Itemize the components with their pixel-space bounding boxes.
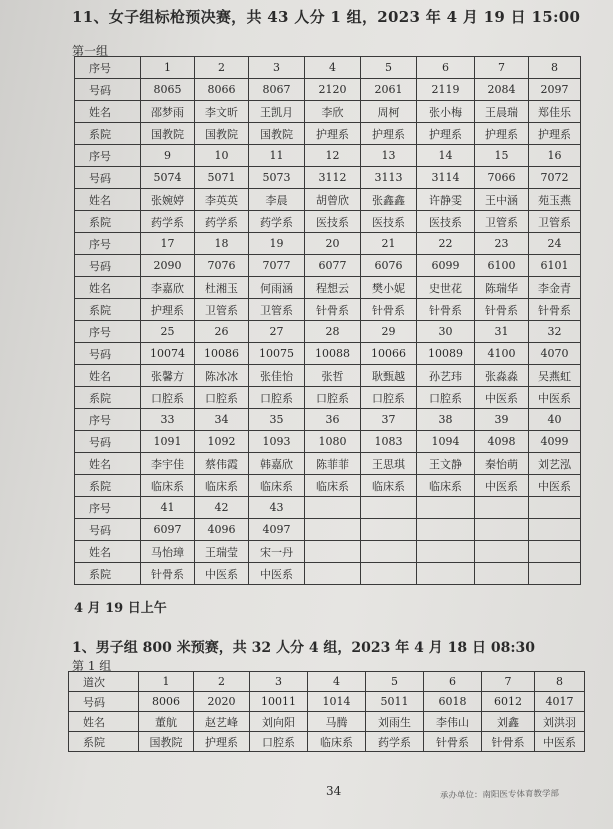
table-cell: 王思琪 — [361, 453, 417, 475]
table-cell: 口腔系 — [141, 387, 195, 409]
table-cell: 刘艺泓 — [529, 453, 581, 475]
table-cell: 中医系 — [195, 563, 249, 585]
table-cell: 16 — [529, 145, 581, 167]
table-row — [69, 692, 585, 712]
table-cell: 4 — [308, 672, 366, 692]
table-cell: 程想云 — [305, 277, 361, 299]
table-cell: 药学系 — [195, 211, 249, 233]
row-header-cell: 系院 — [75, 299, 141, 321]
table-cell: 史世花 — [417, 277, 475, 299]
table-row — [75, 343, 581, 365]
table-cell: 临床系 — [417, 475, 475, 497]
table-cell: 6097 — [141, 519, 195, 541]
table-cell — [529, 519, 581, 541]
table-cell: 药学系 — [141, 211, 195, 233]
table-cell: 8006 — [139, 692, 194, 712]
row-header-cell: 系院 — [69, 732, 139, 752]
table-cell: 张哲 — [305, 365, 361, 387]
table-cell: 3114 — [417, 167, 475, 189]
table-cell: 周柯 — [361, 101, 417, 123]
table-cell: 9 — [141, 145, 195, 167]
table-cell: 10086 — [195, 343, 249, 365]
table-cell: 39 — [475, 409, 529, 431]
table-cell: 8 — [535, 672, 585, 692]
table-cell: 6012 — [482, 692, 535, 712]
row-header-cell: 序号 — [75, 409, 141, 431]
table-cell: 董航 — [139, 712, 194, 732]
table-row — [75, 255, 581, 277]
table-cell: 中医系 — [529, 387, 581, 409]
table-cell: 卫管系 — [475, 211, 529, 233]
table-row — [75, 189, 581, 211]
row-header-cell: 系院 — [75, 211, 141, 233]
table-cell: 马腾 — [308, 712, 366, 732]
table-cell: 临床系 — [141, 475, 195, 497]
table-cell: 30 — [417, 321, 475, 343]
table-cell: 张馨方 — [141, 365, 195, 387]
table-row — [75, 409, 581, 431]
table-cell: 2 — [194, 672, 250, 692]
table-cell: 针骨系 — [424, 732, 482, 752]
table-cell: 7072 — [529, 167, 581, 189]
table-cell: 5011 — [366, 692, 424, 712]
table-cell: 临床系 — [305, 475, 361, 497]
table-cell: 33 — [141, 409, 195, 431]
table-cell: 3 — [249, 57, 305, 79]
row-header-cell: 号码 — [75, 431, 141, 453]
table-cell: 针骨系 — [141, 563, 195, 585]
table-cell — [305, 563, 361, 585]
table-cell: 29 — [361, 321, 417, 343]
table-cell: 张小梅 — [417, 101, 475, 123]
table-cell — [361, 497, 417, 519]
table-cell: 2020 — [194, 692, 250, 712]
table-row — [75, 79, 581, 101]
table-cell: 6100 — [475, 255, 529, 277]
table-cell: 卫管系 — [195, 299, 249, 321]
table-cell: 王文静 — [417, 453, 475, 475]
table-cell: 3112 — [305, 167, 361, 189]
row-header-cell: 号码 — [75, 167, 141, 189]
table-row — [75, 497, 581, 519]
table-row — [75, 233, 581, 255]
row-header-cell: 序号 — [75, 497, 141, 519]
table-cell: 4 — [305, 57, 361, 79]
table-cell: 李伟山 — [424, 712, 482, 732]
table-cell: 中医系 — [475, 475, 529, 497]
table-cell: 中医系 — [529, 475, 581, 497]
table-cell: 马怡璋 — [141, 541, 195, 563]
row-header-cell: 姓名 — [75, 453, 141, 475]
table-cell: 36 — [305, 409, 361, 431]
table-cell: 孙艺玮 — [417, 365, 475, 387]
row-header-cell: 号码 — [75, 343, 141, 365]
table-row — [75, 519, 581, 541]
table-cell: 28 — [305, 321, 361, 343]
table-cell: 19 — [249, 233, 305, 255]
table-cell: 李英英 — [195, 189, 249, 211]
table-row — [69, 712, 585, 732]
table-cell: 吴燕虹 — [529, 365, 581, 387]
table-cell — [417, 563, 475, 585]
table-cell: 药学系 — [249, 211, 305, 233]
table-cell — [417, 497, 475, 519]
table-cell: 10066 — [361, 343, 417, 365]
table-row — [69, 672, 585, 692]
table-cell: 临床系 — [195, 475, 249, 497]
table-cell: 护理系 — [361, 123, 417, 145]
table-cell — [475, 497, 529, 519]
table-cell: 王中涵 — [475, 189, 529, 211]
table-cell: 杜湘玉 — [195, 277, 249, 299]
row-header-cell: 姓名 — [75, 101, 141, 123]
event2-group-label: 第 1 组 — [72, 659, 112, 673]
table-cell: 2 — [195, 57, 249, 79]
row-header-cell: 序号 — [75, 321, 141, 343]
table-cell: 1091 — [141, 431, 195, 453]
table-cell: 24 — [529, 233, 581, 255]
row-header-cell: 序号 — [75, 233, 141, 255]
table-cell: 胡曾欣 — [305, 189, 361, 211]
table-cell: 赵艺峰 — [194, 712, 250, 732]
table-row — [75, 541, 581, 563]
table-row — [75, 475, 581, 497]
table-cell — [361, 541, 417, 563]
table-cell — [475, 519, 529, 541]
table-cell: 6076 — [361, 255, 417, 277]
table-cell: 5071 — [195, 167, 249, 189]
table-cell: 张淼淼 — [475, 365, 529, 387]
table-cell: 耿甄越 — [361, 365, 417, 387]
table-cell: 10088 — [305, 343, 361, 365]
table-cell: 卫管系 — [529, 211, 581, 233]
table-cell: 口腔系 — [417, 387, 475, 409]
table-cell: 25 — [141, 321, 195, 343]
table-cell: 1080 — [305, 431, 361, 453]
table-cell: 4017 — [535, 692, 585, 712]
table-cell: 李欣 — [305, 101, 361, 123]
row-header-cell: 序号 — [75, 145, 141, 167]
table-cell: 7077 — [249, 255, 305, 277]
table-row — [75, 101, 581, 123]
row-header-cell: 系院 — [75, 387, 141, 409]
row-header-cell: 姓名 — [75, 189, 141, 211]
table-cell: 8066 — [195, 79, 249, 101]
table-cell: 国教院 — [195, 123, 249, 145]
table-cell: 7066 — [475, 167, 529, 189]
table-cell: 1083 — [361, 431, 417, 453]
table-cell: 15 — [475, 145, 529, 167]
table-cell: 8065 — [141, 79, 195, 101]
table-cell: 32 — [529, 321, 581, 343]
table-cell — [361, 563, 417, 585]
table-cell: 国教院 — [141, 123, 195, 145]
table-cell: 17 — [141, 233, 195, 255]
table-cell: 中医系 — [475, 387, 529, 409]
table-cell: 10011 — [250, 692, 308, 712]
table-cell: 国教院 — [249, 123, 305, 145]
table-cell: 口腔系 — [195, 387, 249, 409]
table-cell: 药学系 — [366, 732, 424, 752]
table-cell: 26 — [195, 321, 249, 343]
table-cell: 6 — [417, 57, 475, 79]
table-cell: 刘鑫 — [482, 712, 535, 732]
table-cell: 12 — [305, 145, 361, 167]
table-cell: 王凯月 — [249, 101, 305, 123]
table-cell: 1093 — [249, 431, 305, 453]
table-cell — [361, 519, 417, 541]
table-cell: 医技系 — [417, 211, 475, 233]
table-cell: 蔡伟霞 — [195, 453, 249, 475]
table-cell: 张婉婷 — [141, 189, 195, 211]
table-row — [75, 321, 581, 343]
row-header-cell: 序号 — [75, 57, 141, 79]
table-cell: 苑玉燕 — [529, 189, 581, 211]
event2-title: 1、男子组 800 米预赛，共 32 人分 4 组，2023 年 4 月 18 日 08:30 — [72, 640, 535, 656]
table-cell: 31 — [475, 321, 529, 343]
table-cell: 许静雯 — [417, 189, 475, 211]
table-cell: 6099 — [417, 255, 475, 277]
table-cell: 8 — [529, 57, 581, 79]
table-cell: 4097 — [249, 519, 305, 541]
table-cell: 临床系 — [308, 732, 366, 752]
table-row — [75, 453, 581, 475]
table-cell — [305, 497, 361, 519]
table-cell: 刘洪羽 — [535, 712, 585, 732]
table-row — [75, 145, 581, 167]
table-cell: 10 — [195, 145, 249, 167]
table-row — [75, 563, 581, 585]
table-cell: 2090 — [141, 255, 195, 277]
table-cell: 陈瑞华 — [475, 277, 529, 299]
table-cell: 4070 — [529, 343, 581, 365]
table-cell: 刘向阳 — [250, 712, 308, 732]
table-cell: 李文昕 — [195, 101, 249, 123]
table-cell: 中医系 — [249, 563, 305, 585]
row-header-cell: 号码 — [75, 79, 141, 101]
table-cell: 针骨系 — [475, 299, 529, 321]
table-cell: 针骨系 — [361, 299, 417, 321]
table-cell — [305, 519, 361, 541]
table-cell: 6 — [424, 672, 482, 692]
table-cell: 1094 — [417, 431, 475, 453]
table-cell: 34 — [195, 409, 249, 431]
table-cell: 4100 — [475, 343, 529, 365]
table-cell: 43 — [249, 497, 305, 519]
table-cell: 樊小妮 — [361, 277, 417, 299]
table-cell: 3113 — [361, 167, 417, 189]
table-cell: 临床系 — [361, 475, 417, 497]
table-cell: 7 — [475, 57, 529, 79]
table-cell — [529, 541, 581, 563]
table-row — [75, 299, 581, 321]
table-cell: 护理系 — [141, 299, 195, 321]
table-row — [75, 431, 581, 453]
row-header-cell: 姓名 — [69, 712, 139, 732]
table-cell: 王瑞莹 — [195, 541, 249, 563]
javelin-start-list-table — [74, 56, 581, 585]
table-cell: 1 — [139, 672, 194, 692]
table-cell: 6077 — [305, 255, 361, 277]
row-header-cell: 道次 — [69, 672, 139, 692]
table-cell: 秦怡萌 — [475, 453, 529, 475]
table-cell — [475, 541, 529, 563]
table-cell: 卫管系 — [249, 299, 305, 321]
table-cell — [305, 541, 361, 563]
table-cell: 3 — [250, 672, 308, 692]
table-cell: 郑佳乐 — [529, 101, 581, 123]
table-cell — [417, 541, 475, 563]
table-cell: 2120 — [305, 79, 361, 101]
row-header-cell: 系院 — [75, 475, 141, 497]
table-cell: 针骨系 — [305, 299, 361, 321]
table-cell: 针骨系 — [417, 299, 475, 321]
table-cell — [529, 497, 581, 519]
table-cell: 国教院 — [139, 732, 194, 752]
table-cell: 23 — [475, 233, 529, 255]
section-date-heading: 4 月 19 日上午 — [74, 601, 167, 616]
row-header-cell: 系院 — [75, 123, 141, 145]
table-cell: 40 — [529, 409, 581, 431]
table-cell — [475, 563, 529, 585]
table-cell: 2097 — [529, 79, 581, 101]
table-cell: 护理系 — [305, 123, 361, 145]
row-header-cell: 姓名 — [75, 541, 141, 563]
table-cell: 刘雨生 — [366, 712, 424, 732]
table-cell: 5 — [361, 57, 417, 79]
table-cell: 7076 — [195, 255, 249, 277]
page-number: 34 — [326, 784, 342, 798]
table-row — [75, 57, 581, 79]
table-cell: 邵梦雨 — [141, 101, 195, 123]
table-cell: 2084 — [475, 79, 529, 101]
table-cell: 宋一丹 — [249, 541, 305, 563]
table-cell: 37 — [361, 409, 417, 431]
table-cell: 陈菲菲 — [305, 453, 361, 475]
table-cell: 临床系 — [249, 475, 305, 497]
table-cell: 1014 — [308, 692, 366, 712]
table-cell: 针骨系 — [529, 299, 581, 321]
table-row — [75, 365, 581, 387]
table-cell: 20 — [305, 233, 361, 255]
table-cell: 护理系 — [529, 123, 581, 145]
table-cell: 5073 — [249, 167, 305, 189]
table-cell — [529, 563, 581, 585]
table-row — [75, 167, 581, 189]
table-cell: 李金青 — [529, 277, 581, 299]
table-cell: 1092 — [195, 431, 249, 453]
event1-group-label: 第一组 — [72, 44, 109, 58]
table-cell: 42 — [195, 497, 249, 519]
table-cell: 护理系 — [475, 123, 529, 145]
table-cell: 4098 — [475, 431, 529, 453]
table-cell: 何雨涵 — [249, 277, 305, 299]
table-cell: 护理系 — [194, 732, 250, 752]
table-cell: 2061 — [361, 79, 417, 101]
row-header-cell: 姓名 — [75, 277, 141, 299]
table-cell: 14 — [417, 145, 475, 167]
table-cell: 21 — [361, 233, 417, 255]
table-row — [75, 277, 581, 299]
row-header-cell: 号码 — [75, 255, 141, 277]
table-cell: 中医系 — [535, 732, 585, 752]
table-cell: 41 — [141, 497, 195, 519]
table-cell: 8067 — [249, 79, 305, 101]
table-cell: 10089 — [417, 343, 475, 365]
table-cell: 22 — [417, 233, 475, 255]
table-cell: 医技系 — [361, 211, 417, 233]
table-cell: 李晨 — [249, 189, 305, 211]
table-cell: 10075 — [249, 343, 305, 365]
table-row — [75, 123, 581, 145]
table-cell — [417, 519, 475, 541]
table-cell: 陈冰冰 — [195, 365, 249, 387]
table-cell: 口腔系 — [305, 387, 361, 409]
table-cell: 2119 — [417, 79, 475, 101]
table-cell: 4099 — [529, 431, 581, 453]
table-cell: 13 — [361, 145, 417, 167]
table-cell: 11 — [249, 145, 305, 167]
table-cell: 18 — [195, 233, 249, 255]
table-cell: 1 — [141, 57, 195, 79]
row-header-cell: 号码 — [75, 519, 141, 541]
table-row — [69, 732, 585, 752]
table-cell: 韩嘉欣 — [249, 453, 305, 475]
table-cell: 5074 — [141, 167, 195, 189]
table-cell: 李嘉欣 — [141, 277, 195, 299]
table-cell: 4096 — [195, 519, 249, 541]
row-header-cell: 系院 — [75, 563, 141, 585]
table-cell: 口腔系 — [250, 732, 308, 752]
table-cell: 口腔系 — [361, 387, 417, 409]
table-cell: 10074 — [141, 343, 195, 365]
row-header-cell: 姓名 — [75, 365, 141, 387]
800m-heat-table — [68, 671, 585, 752]
organizer-footer: 承办单位：南阳医专体育教学部 — [439, 788, 560, 802]
table-cell: 王晨瑞 — [475, 101, 529, 123]
table-cell: 27 — [249, 321, 305, 343]
event1-title: 11、女子组标枪预决赛，共 43 人分 1 组，2023 年 4 月 19 日 15:00 — [72, 8, 581, 26]
row-header-cell: 号码 — [69, 692, 139, 712]
table-cell: 口腔系 — [249, 387, 305, 409]
table-cell: 张佳怡 — [249, 365, 305, 387]
table-cell: 李宇佳 — [141, 453, 195, 475]
table-cell: 6101 — [529, 255, 581, 277]
table-cell: 护理系 — [417, 123, 475, 145]
table-cell: 张鑫鑫 — [361, 189, 417, 211]
table-cell: 7 — [482, 672, 535, 692]
table-cell: 6018 — [424, 692, 482, 712]
table-row — [75, 387, 581, 409]
table-cell: 35 — [249, 409, 305, 431]
table-row — [75, 211, 581, 233]
table-cell: 医技系 — [305, 211, 361, 233]
table-cell: 5 — [366, 672, 424, 692]
table-cell: 38 — [417, 409, 475, 431]
table-cell: 针骨系 — [482, 732, 535, 752]
